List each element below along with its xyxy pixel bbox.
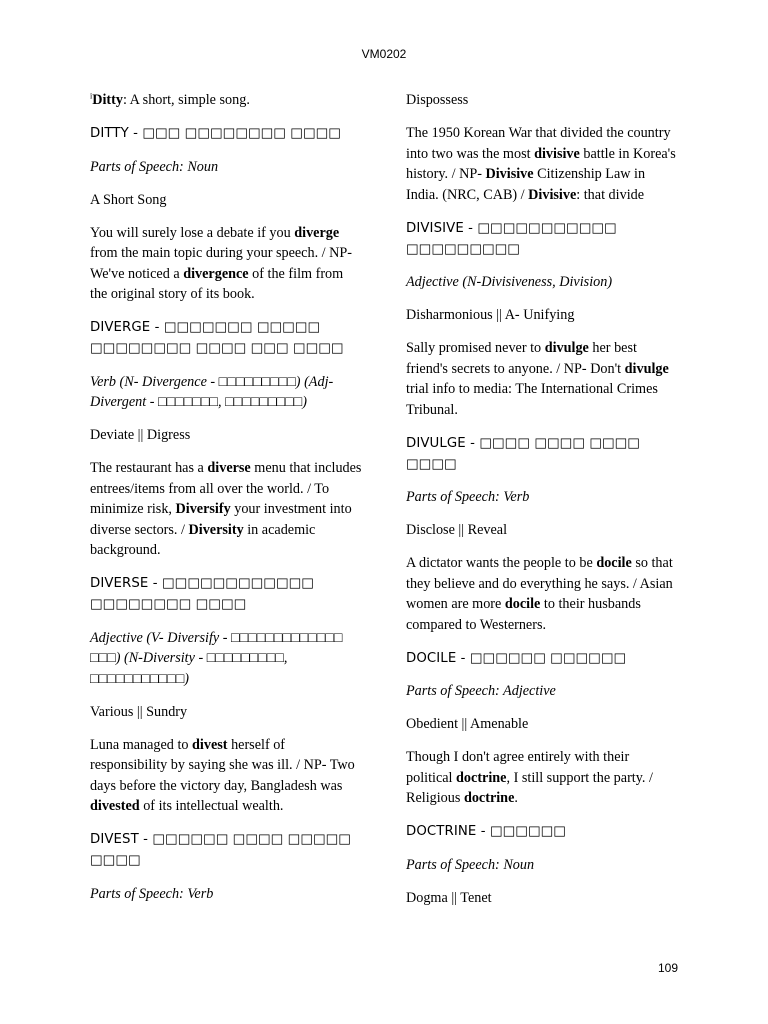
example-text: from the main topic during your speech. / NP- We've noticed a (90, 245, 353, 282)
diverge-headword: DIVERGE - □□□□□□□ □□□□□ □□□□□□□□ □□□□ □□□ □□□□ (90, 320, 344, 356)
divisive-example (406, 123, 678, 205)
example-keyword: Diversity (188, 521, 244, 538)
example-keyword: divisive (534, 145, 580, 162)
divulge-synonyms: Disclose || Reveal (406, 522, 508, 538)
ditty-part-of-speech: Parts of Speech: Noun (90, 158, 219, 175)
page-number: 109 (657, 961, 678, 975)
example-text: to their husbands compared to Westerners. (406, 596, 641, 633)
example-text: , I still support the party. / Religious (406, 769, 653, 806)
doctrine-headword: DOCTRINE - □□□□□□ (406, 824, 566, 839)
example-text: A dictator wants the people to be (406, 555, 597, 571)
example-keyword: diverge (294, 224, 340, 241)
example-keyword: divulge (624, 360, 669, 377)
doctrine-part-of-speech: Parts of Speech: Noun (406, 856, 535, 873)
example-text: The 1950 Korean War that divided the country into two was the most (406, 125, 671, 162)
docile-headword: DOCILE - □□□□□□ □□□□□□ (406, 650, 627, 666)
left-column (90, 90, 362, 917)
example-keyword: divested (90, 798, 140, 814)
example-text: . (514, 790, 518, 806)
example-text: of the film from the original story of its book. (90, 265, 344, 302)
footnote-marker: i (90, 91, 93, 101)
example-keyword: Divisive (528, 186, 577, 203)
divulge-example (406, 338, 678, 420)
dispossess-entry: Dispossess (406, 92, 469, 108)
example-text: herself of responsibility by saying she was ill. / NP- Two days before the victory day, Bangladesh was (90, 736, 355, 794)
example-keyword: diverse (207, 460, 251, 476)
example-text: so that they believe and do everything he says. / Asian women are more (406, 555, 673, 612)
diverse-part-of-speech: Adjective (V- Diversify - □□□□□□□□□□□□□ □□□) (N-Diversity - □□□□□□□□□, □□□□□□□□□□□) (90, 629, 343, 687)
example-text: battle in Korea's history. / NP- (406, 145, 676, 182)
page-header-code: VM0202 (361, 47, 407, 61)
example-text: Sally promised never to (406, 340, 545, 356)
example-keyword: divulge (544, 340, 589, 356)
divisive-part-of-speech: Adjective (N-Divisiveness, Division) (406, 274, 613, 290)
example-keyword: doctrine (463, 790, 515, 806)
example-keyword: doctrine (456, 769, 507, 786)
example-text: You will surely lose a debate if you (90, 224, 295, 241)
docile-synonyms: Obedient || Amenable (406, 716, 529, 732)
example-text: The restaurant has a (90, 460, 208, 476)
docile-example (406, 553, 678, 635)
example-keyword: Divisive (485, 166, 534, 182)
example-text: in academic background. (90, 521, 316, 558)
example-keyword: divergence (183, 265, 249, 282)
diverse-synonyms: Various || Sundry (90, 703, 188, 720)
docile-part-of-speech: Parts of Speech: Adjective (406, 683, 556, 699)
divulge-headword: DIVULGE - □□□□ □□□□ □□□□ □□□□ (406, 435, 640, 472)
diverge-example (90, 223, 362, 305)
divisive-synonyms: Disharmonious || A- Unifying (406, 307, 575, 323)
example-keyword: Diversify (175, 501, 231, 517)
divest-part-of-speech: Parts of Speech: Verb (90, 885, 214, 902)
example-keyword: docile (504, 596, 541, 612)
example-text: her best friend's secrets to anyone. / NP- Don't (406, 340, 637, 377)
ditty-meaning: A Short Song (90, 191, 167, 208)
divest-example (90, 735, 362, 817)
example-text: your investment into diverse sectors. / (90, 501, 352, 538)
ditty-term: Ditty (92, 92, 123, 108)
ditty-definition (90, 90, 362, 111)
divest-headword: DIVEST - □□□□□□ □□□□ □□□□□ □□□□ (90, 832, 351, 868)
doctrine-synonyms: Dogma || Tenet (406, 889, 492, 906)
ditty-headword: DITTY - □□□ □□□□□□□□ □□□□ (90, 126, 341, 141)
example-text: : that divide (576, 186, 645, 203)
diverse-example (90, 458, 362, 561)
right-column (406, 90, 678, 921)
ditty-definition-text: : A short, simple song. (122, 92, 250, 108)
example-text: menu that includes entrees/items from all over the world. / To minimize risk, (90, 460, 362, 517)
example-text: trial info to media: The International Crimes Tribunal. (406, 381, 658, 418)
example-text: Luna managed to (90, 736, 193, 753)
example-text: of its intellectual wealth. (139, 798, 284, 814)
diverge-part-of-speech: Verb (N- Divergence - □□□□□□□□□) (Adj- Divergent - □□□□□□□, □□□□□□□□□) (90, 373, 334, 410)
divulge-part-of-speech: Parts of Speech: Verb (406, 489, 530, 505)
example-keyword: docile (596, 555, 632, 571)
diverge-synonyms: Deviate || Digress (90, 427, 191, 443)
doctrine-example (406, 747, 678, 809)
example-keyword: divest (192, 736, 228, 753)
example-text: Citizenship Law in India. (NRC, CAB) / (406, 166, 646, 203)
divisive-headword: DIVISIVE - □□□□□□□□□□□ □□□□□□□□□ (406, 220, 617, 257)
example-text: Though I don't agree entirely with their political (406, 749, 630, 786)
diverse-headword: DIVERSE - □□□□□□□□□□□□ □□□□□□□□ □□□□ (90, 576, 314, 612)
